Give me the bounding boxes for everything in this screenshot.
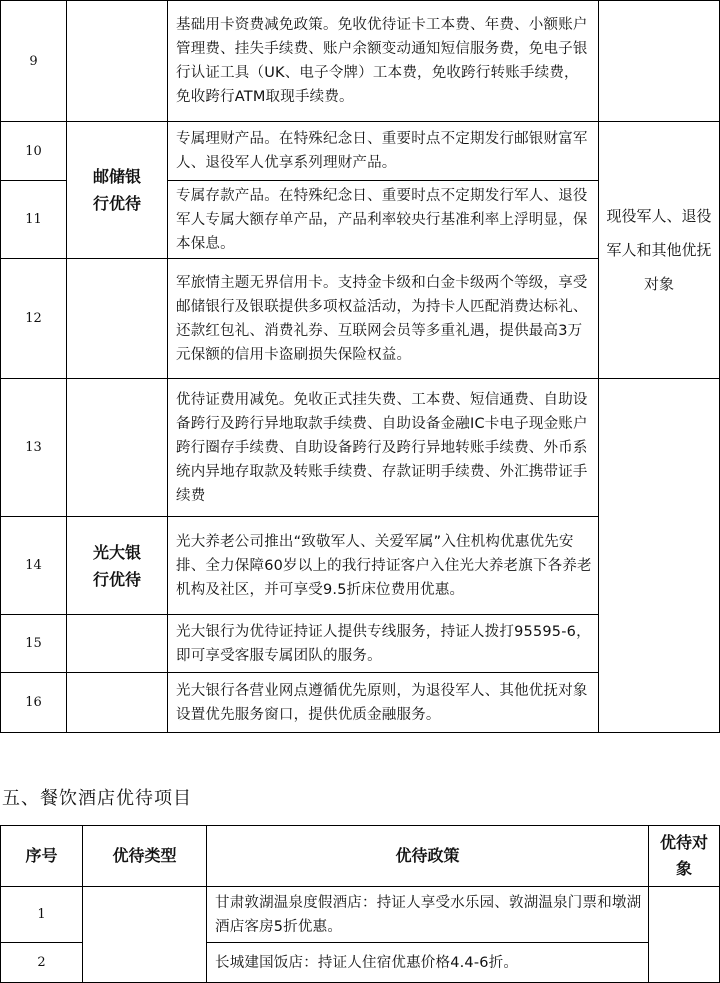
section-title: 五、餐饮酒店优待项目 [2,788,192,809]
target-cell-empty [599,1,720,122]
header-type: 优待类型 [83,826,207,887]
category-cell-empty [67,259,168,379]
row-number: 13 [1,379,67,517]
policy-text: 基础用卡资费减免政策。免收优待证卡工本费、年费、小额账户管理费、挂失手续费、账户余额变动通知短信服务费，免电子银行认证工具（UK、电子令牌）工本费，免收跨行转账手续费，免收跨行ATM取现手续费。 [168,1,599,122]
category-label: 光大银行优待 [92,542,141,589]
policy-text: 优待证费用减免。免收正式挂失费、工本费、短信通费、自助设备跨行及跨行异地取款手续费、自助设备金融IC卡电子现金账户跨行圈存手续费、自助设备跨行及跨行异地转账手续费、外币系统内异地存取款及转账手续费、存款证明手续费、外汇携带证手续费 [168,379,599,517]
policy-text: 专属理财产品。在特殊纪念日、重要时点不定期发行邮银财富军人、退役军人优享系列理财产品。 [168,122,599,181]
header-target [649,826,720,887]
header-policy: 优待政策 [207,826,649,887]
row-number: 16 [1,673,67,733]
row-number: 2 [1,943,83,983]
category-ceb [67,517,168,615]
policy-text: 专属存款产品。在特殊纪念日、重要时点不定期发行军人、退役军人专属大额存单产品，产品利率较央行基准利率上浮明显，保本保息。 [168,181,599,259]
category-psbc [67,122,168,259]
type-cell-empty [83,887,207,983]
header-target-label: 优待对象 [659,833,708,878]
policy-text: 光大养老公司推出“致敬军人、关爱军属”入住机构优惠优先安排、全力保障60岁以上的我行持证客户入住光大养老旗下各养老机构及社区，并可享受9.5折床位费用优惠。 [168,517,599,615]
policy-text: 甘肃敦湖温泉度假酒店：持证人享受水乐园、敦湖温泉门票和墩湖酒店客房5折优惠。 [207,887,649,943]
category-cell-empty [67,673,168,733]
category-label: 邮储银行优待 [92,167,141,213]
row-number: 9 [1,1,67,122]
table-row [1,122,720,181]
hotel-policy-table [0,825,720,983]
table-row [1,1,720,122]
row-number: 15 [1,615,67,673]
header-no: 序号 [1,826,83,887]
row-number: 11 [1,181,67,259]
category-cell-empty [67,379,168,517]
table-row [1,887,720,943]
category-cell-empty [67,1,168,122]
category-cell-empty [67,615,168,673]
target-cell-empty [599,379,720,733]
policy-text: 光大银行各营业网点遵循优先原则，为退役军人、其他优抚对象设置优先服务窗口，提供优质金融服务。 [168,673,599,733]
row-number: 1 [1,887,83,943]
table-header-row [1,826,720,887]
row-number: 10 [1,122,67,181]
target-cell-empty [649,887,720,983]
policy-text: 长城建国饭店：持证人住宿优惠价格4.4-6折。 [207,943,649,983]
row-number: 12 [1,259,67,379]
policy-text: 军旅情主题无界信用卡。支持金卡级和白金卡级两个等级，享受邮储银行及银联提供多项权益活动，为持卡人匹配消费达标礼、还款红包礼、消费礼券、互联网会员等多重礼遇，提供最高3万元保额的信用卡盗刷损失保险权益。 [168,259,599,379]
target-psbc: 现役军人、退役军人和其他优抚对象 [599,122,720,379]
table-row [1,379,720,517]
policy-text: 光大银行为优待证持证人提供专线服务，持证人拨打95595-6，即可享受客服专属团队的服务。 [168,615,599,673]
row-number: 14 [1,517,67,615]
